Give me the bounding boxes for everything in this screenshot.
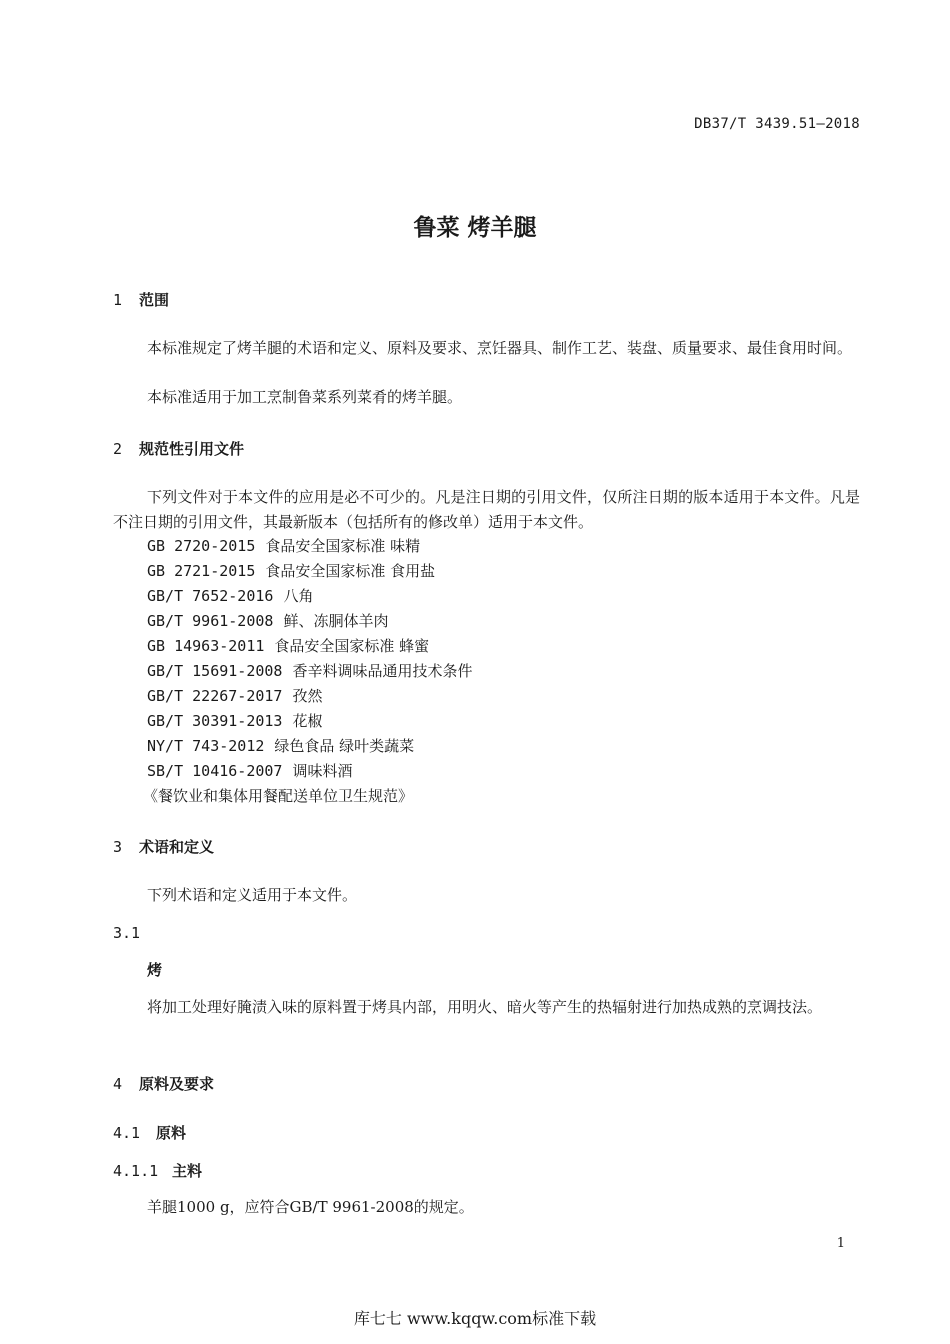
reference-code: GB/T 30391-2013 — [147, 712, 283, 730]
reference-item — [147, 535, 420, 556]
section-1-number: 1 — [113, 291, 123, 309]
section-4-1-1-title: 主料 — [172, 1162, 203, 1180]
reference-name: 食品安全国家标准 蜂蜜 — [274, 637, 430, 655]
reference-item — [147, 735, 414, 756]
reference-code: NY/T 743-2012 — [147, 737, 265, 755]
section-4-1-1-number: 4.1.1 — [113, 1162, 159, 1180]
page-number: 1 — [836, 1236, 845, 1251]
section-4-1-1-heading — [113, 1160, 202, 1181]
term-name: 烤 — [147, 961, 163, 979]
section-3-intro: 下列术语和定义适用于本文件。 — [147, 886, 358, 904]
reference-item — [147, 585, 313, 606]
section-4-heading — [113, 1073, 214, 1094]
reference-code: GB 14963-2011 — [147, 637, 265, 655]
reference-item — [147, 710, 322, 731]
reference-name: 八角 — [283, 587, 314, 605]
reference-code: SB/T 10416-2007 — [147, 762, 283, 780]
reference-item — [147, 760, 352, 781]
reference-item — [147, 560, 435, 581]
footer-watermark: 库七七 www.kqqw.com标准下载 — [353, 1309, 597, 1328]
reference-name: 鲜、冻胴体羊肉 — [283, 612, 389, 630]
reference-name: 孜然 — [292, 687, 323, 705]
reference-name: 调味料酒 — [292, 762, 353, 780]
section-1-paragraph-2: 本标准适用于加工烹制鲁菜系列菜肴的烤羊腿。 — [147, 388, 463, 406]
reference-code: GB 2721-2015 — [147, 562, 256, 580]
reference-item-regulation: 《餐饮业和集体用餐配送单位卫生规范》 — [143, 787, 414, 805]
reference-code: GB/T 15691-2008 — [147, 662, 283, 680]
main-ingredient-text: 羊腿1000 g，应符合GB/T 9961-2008的规定。 — [147, 1198, 474, 1216]
section-3-heading — [113, 836, 214, 857]
section-1-heading — [113, 289, 169, 310]
reference-name: 花椒 — [292, 712, 323, 730]
reference-code: GB/T 22267-2017 — [147, 687, 283, 705]
reference-code: GB 2720-2015 — [147, 537, 256, 555]
reference-code: GB/T 9961-2008 — [147, 612, 274, 630]
standard-code: DB37/T 3439.51—2018 — [694, 116, 860, 132]
section-1-paragraph-1: 本标准规定了烤羊腿的术语和定义、原料及要求、烹饪器具、制作工艺、装盘、质量要求、最佳食用时间。 — [147, 339, 853, 357]
reference-item — [147, 635, 429, 656]
section-4-title: 原料及要求 — [139, 1075, 215, 1093]
reference-item — [147, 685, 322, 706]
reference-code: GB/T 7652-2016 — [147, 587, 274, 605]
reference-name: 香辛料调味品通用技术条件 — [292, 662, 473, 680]
reference-name: 食品安全国家标准 味精 — [265, 537, 421, 555]
term-definition: 将加工处理好腌渍入味的原料置于烤具内部，用明火、暗火等产生的热辐射进行加热成熟的烹调技法。 — [147, 998, 823, 1016]
section-1-title: 范围 — [139, 291, 170, 309]
section-2-title: 规范性引用文件 — [139, 440, 245, 458]
section-2-heading — [113, 438, 244, 459]
section-4-1-number: 4.1 — [113, 1124, 141, 1142]
clause-3-1-number: 3.1 — [113, 924, 141, 942]
reference-item — [147, 660, 472, 681]
section-4-number: 4 — [113, 1075, 123, 1093]
section-4-1-heading — [113, 1122, 186, 1143]
section-3-title: 术语和定义 — [139, 838, 215, 856]
section-2-intro: 下列文件对于本文件的应用是必不可少的。凡是注日期的引用文件，仅所注日期的版本适用于本文件。凡是不注日期的引用文件，其最新版本（包括所有的修改单）适用于本文件。 — [113, 488, 860, 531]
section-3-number: 3 — [113, 838, 123, 856]
document-title: 鲁菜 烤羊腿 — [413, 215, 537, 241]
reference-name: 食品安全国家标准 食用盐 — [265, 562, 436, 580]
reference-item — [147, 610, 388, 631]
section-4-1-title: 原料 — [156, 1124, 187, 1142]
reference-name: 绿色食品 绿叶类蔬菜 — [274, 737, 415, 755]
section-2-number: 2 — [113, 440, 123, 458]
